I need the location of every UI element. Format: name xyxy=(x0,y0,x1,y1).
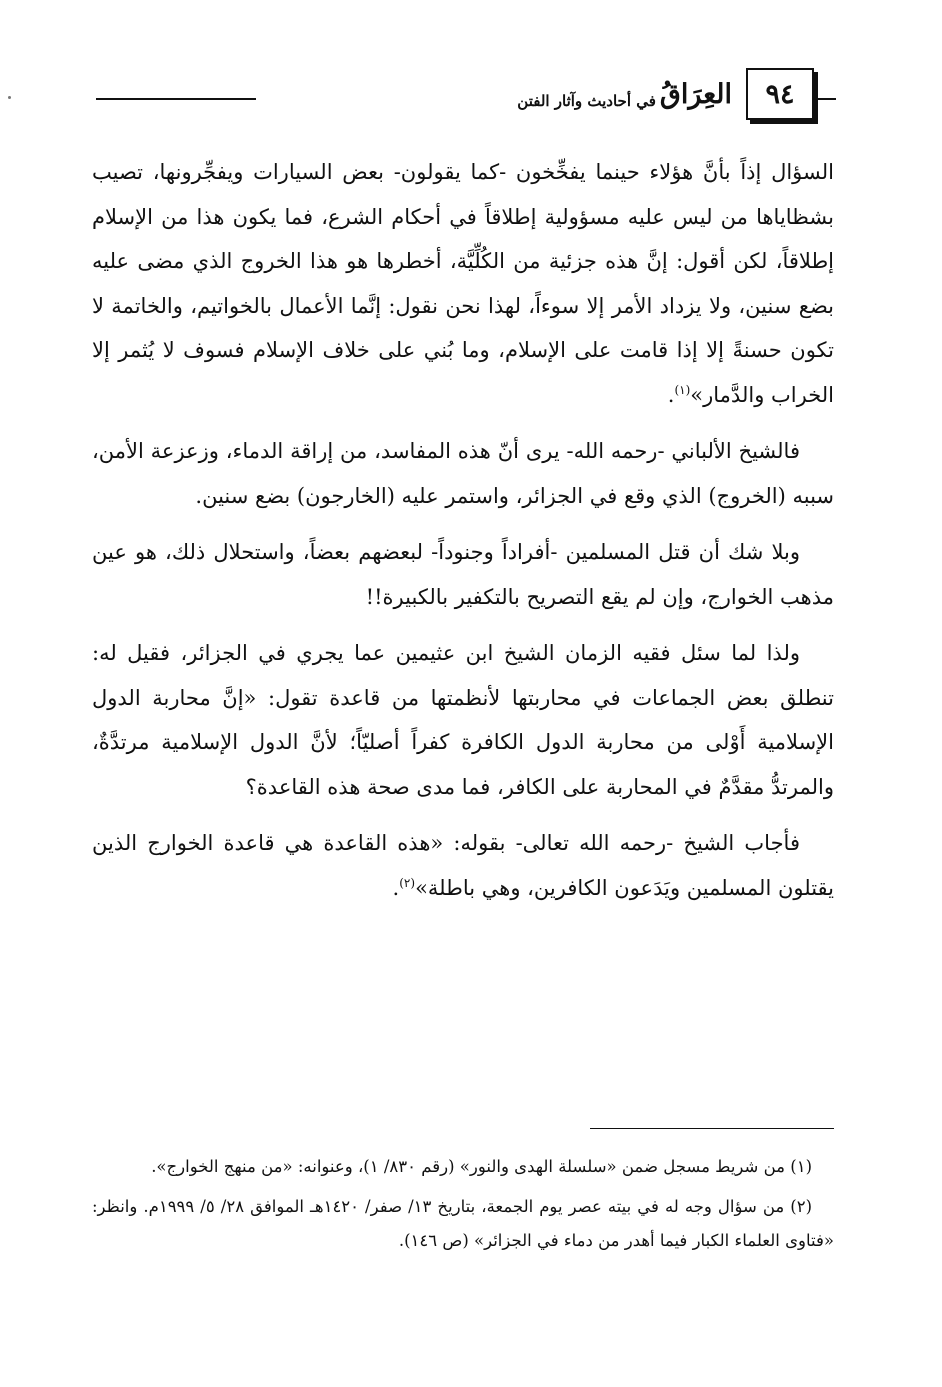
footnote-ref-2: (٢) xyxy=(399,875,416,890)
page-number-box xyxy=(746,68,814,120)
paragraph-3: وبلا شك أن قتل المسلمين -أفراداً وجنوداً- لبعضهم بعضاً، واستحلال ذلك، هو عين مذهب الخوارج، وإن لم يقع التصريح بالتكفير بالكبيرة!! xyxy=(92,540,834,609)
body-text xyxy=(92,150,834,922)
page-header xyxy=(96,66,836,130)
running-title xyxy=(517,70,732,110)
footnote-separator xyxy=(590,1128,834,1129)
running-title-main: العِرَاقُ xyxy=(659,79,732,110)
paragraph-4: ولذا لما سئل فقيه الزمان الشيخ ابن عثيمين عما يجري في الجزائر، فقيل له: تنطلق بعض الجماعات في محاربتها لأنظمتها من قاعدة تقول: «إنَّ محاربة الدول الإسلامية أَوْلى من محاربة الدول الكافرة كفراً أصليّاً؛ لأنَّ الدول الإسلامية مرتدَّةٌ، والمرتدُّ مقدَّمٌ في المحاربة على الكافر، فما مدى صحة هذه القاعدة؟ xyxy=(92,641,834,799)
page-number: ٩٤ xyxy=(765,78,795,110)
paragraph-1: السؤال إذاً بأنَّ هؤلاء حينما يفخِّخون -كما يقولون- بعض السيارات ويفجِّرونها، تصيب بشظاياها من ليس عليه مسؤولية إطلاقاً في أحكام الشرع، فما يكون هذا من الإسلام إطلاقاً، لكن أقول: إنَّ هذه جزئية من الكُلِّيَّة، أخطرها هو هذا الخروج الذي مضى عليه بضع سنين، ولا يزداد الأمر إلا سوءاً، لهذا نحن نقول: إنَّما الأعمال بالخواتيم، والخاتمة لا تكون حسنةً إلا إذا قامت على الإسلام، وما بُني على خلاف الإسلام فسوف لا يُثمر إلا الخراب والدَّمار»$^{(١)}$. xyxy=(92,160,834,407)
footnote-1: (١) من شريط مسجل ضمن «سلسلة الهدى والنور» (رقم ٨٣٠/ ١)، وعنوانه: «من منهج الخوارج». xyxy=(151,1157,812,1176)
footnotes xyxy=(92,1150,834,1264)
header-rule-right xyxy=(814,98,836,100)
header-rule-left xyxy=(96,98,256,100)
paragraph-1-text: السؤال إذاً بأنَّ هؤلاء حينما يفخِّخون -كما يقولون- بعض السيارات ويفجِّرونها، تصيب بشظاياها من ليس عليه مسؤولية إطلاقاً في أحكام الشرع، فما يكون هذا من الإسلام إطلاقاً، لكن أقول: إنَّ هذه جزئية من الكُلِّيَّة، أخطرها هو هذا الخروج الذي مضى عليه بضع سنين، ولا يزداد الأمر إلا سوءاً، لهذا نحن نقول: إنَّما الأعمال بالخواتيم، والخاتمة لا تكون حسنةً إلا إذا قامت على الإسلام، وما بُني على خلاف الإسلام فسوف لا يُثمر إلا الخراب والدَّمار» xyxy=(92,160,834,407)
footnote-2: (٢) من سؤال وجه له في بيته عصر يوم الجمعة، بتاريخ ١٣/ صفر/ ١٤٢٠هـ الموافق ٢٨/ ٥/ ١٩٩٩م. وانظر: «فتاوى العلماء الكبار فيما أهدر من دماء في الجزائر» (ص ١٤٦). xyxy=(92,1197,834,1250)
paragraph-2: فالشيخ الألباني -رحمه الله- يرى أنّ هذه المفاسد، من إراقة الدماء، وزعزعة الأمن، سببه (الخروج) الذي وقع في الجزائر، واستمر عليه (الخارجون) بضع سنين. xyxy=(92,439,834,508)
paragraph-5-text: فأجاب الشيخ -رحمه الله تعالى- بقوله: «هذه القاعدة هي قاعدة الخوارج الذين يقتلون المسلمين ويَدَعون الكافرين، وهي باطلة» xyxy=(92,831,834,900)
paragraph-5: فأجاب الشيخ -رحمه الله تعالى- بقوله: «هذه القاعدة هي قاعدة الخوارج الذين يقتلون المسلمين ويَدَعون الكافرين، وهي باطلة»$^{(٢)}$. xyxy=(92,831,834,900)
footnote-ref-1: (١) xyxy=(674,382,691,397)
scan-speck xyxy=(8,96,11,99)
running-title-rest: في أحاديث وآثار الفتن xyxy=(517,92,656,110)
